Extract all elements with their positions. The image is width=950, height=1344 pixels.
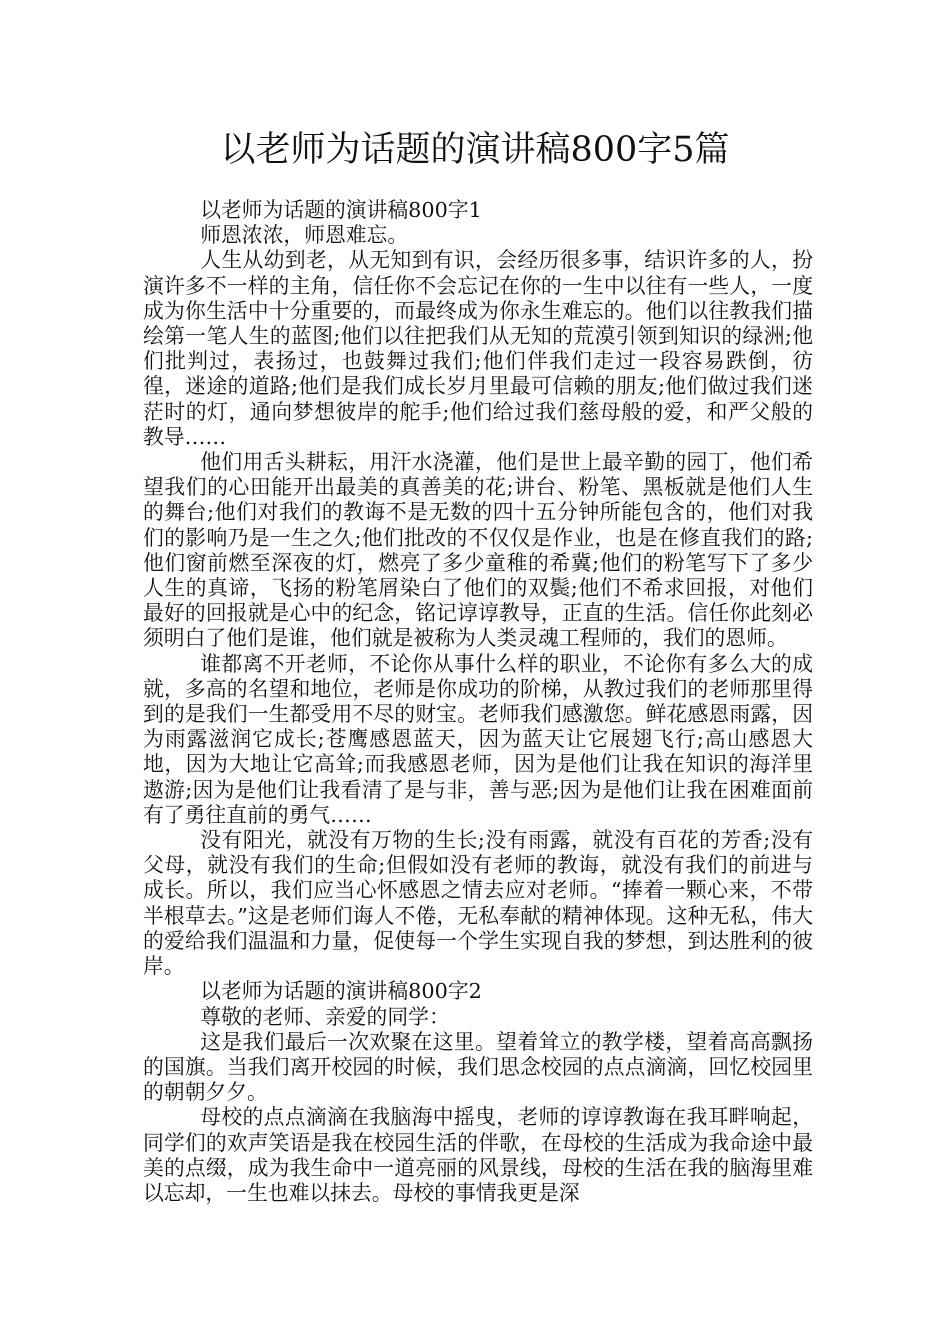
paragraph: 这是我们最后一次欢聚在这里。望着耸立的教学楼，望着高高飘扬的国旗。当我们离开校园的时候，我们思念校园的点点滴滴，回忆校园里的朝朝夕夕。 xyxy=(143,1029,813,1105)
paragraph: 人生从幼到老，从无知到有识，会经历很多事，结识许多的人，扮演许多不一样的主角，信任你不会忘记在你的一生中以往有一些人，一度成为你生活中十分重要的，而最终成为你永生难忘的。他们以往教我们描绘第一笔人生的蓝图;他们以往把我们从无知的荒漠引领到知识的绿洲;他们批判过，表扬过，也鼓舞过我们;他们伴我们走过一段容易跌倒，彷徨，迷途的道路;他们是我们成长岁月里最可信赖的朋友;他们做过我们迷茫时的灯，通向梦想彼岸的舵手;他们给过我们慈母般的爱，和严父般的教导…… xyxy=(143,248,813,449)
page-title: 以老师为话题的演讲稿800字5篇 xyxy=(220,130,730,170)
section-heading-1: 以老师为话题的演讲稿800字1 xyxy=(200,198,482,222)
paragraph: 尊敬的老师、亲爱的同学： xyxy=(200,1004,450,1029)
paragraph: 他们用舌头耕耘，用汗水浇灌，他们是世上最辛勤的园丁，他们希望我们的心田能开出最美的真善美的花;讲台、粉笔、黑板就是他们人生的舞台;他们对我们的教诲不是无数的四十五分钟所能包含的，他们对我们的影响乃是一生之久;他们批改的不仅仅是作业，也是在修直我们的路;他们窗前燃至深夜的灯，燃亮了多少童稚的希冀;他们的粉笔写下了多少人生的真谛，飞扬的粉笔屑染白了他们的双鬓;他们不希求回报，对他们最好的回报就是心中的纪念，铭记谆谆教导，正直的生活。信任你此刻必须明白了他们是谁，他们就是被称为人类灵魂工程师的，我们的恩师。 xyxy=(143,450,813,651)
paragraph: 没有阳光，就没有万物的生长;没有雨露，就没有百花的芳香;没有父母，就没有我们的生命;但假如没有老师的教诲，就没有我们的前进与成长。所以，我们应当心怀感恩之情去应对老师。“捧着一颗心来，不带半根草去。”这是老师们诲人不倦，无私奉献的精神体现。这种无私，伟大的爱给我们温温和力量，促使每一个学生实现自我的梦想，到达胜利的彼岸。 xyxy=(143,828,813,979)
document-body xyxy=(143,198,813,1206)
section-heading-2: 以老师为话题的演讲稿800字2 xyxy=(200,979,482,1004)
paragraph: 师恩浓浓，师恩难忘。 xyxy=(200,223,409,248)
paragraph: 谁都离不开老师，不论你从事什么样的职业，不论你有多么大的成就，多高的名望和地位，老师是你成功的阶梯，从教过我们的老师那里得到的是我们一生都受用不尽的财宝。老师我们感激您。鲜花感恩雨露，因为雨露滋润它成长;苍鹰感恩蓝天，因为蓝天让它展翅飞行;高山感恩大地，因为大地让它高耸;而我感恩老师，因为是他们让我在知识的海洋里遨游;因为是他们让我看清了是与非，善与恶;因为是他们让我在困难面前有了勇往直前的勇气…… xyxy=(143,651,813,827)
paragraph: 母校的点点滴滴在我脑海中摇曳，老师的谆谆教诲在我耳畔响起，同学们的欢声笑语是我在校园生活的伴歌，在母校的生活成为我命途中最美的点缀，成为我生命中一道亮丽的风景线，母校的生活在我的脑海里难以忘却，一生也难以抹去。母校的事情我更是深 xyxy=(143,1105,813,1205)
